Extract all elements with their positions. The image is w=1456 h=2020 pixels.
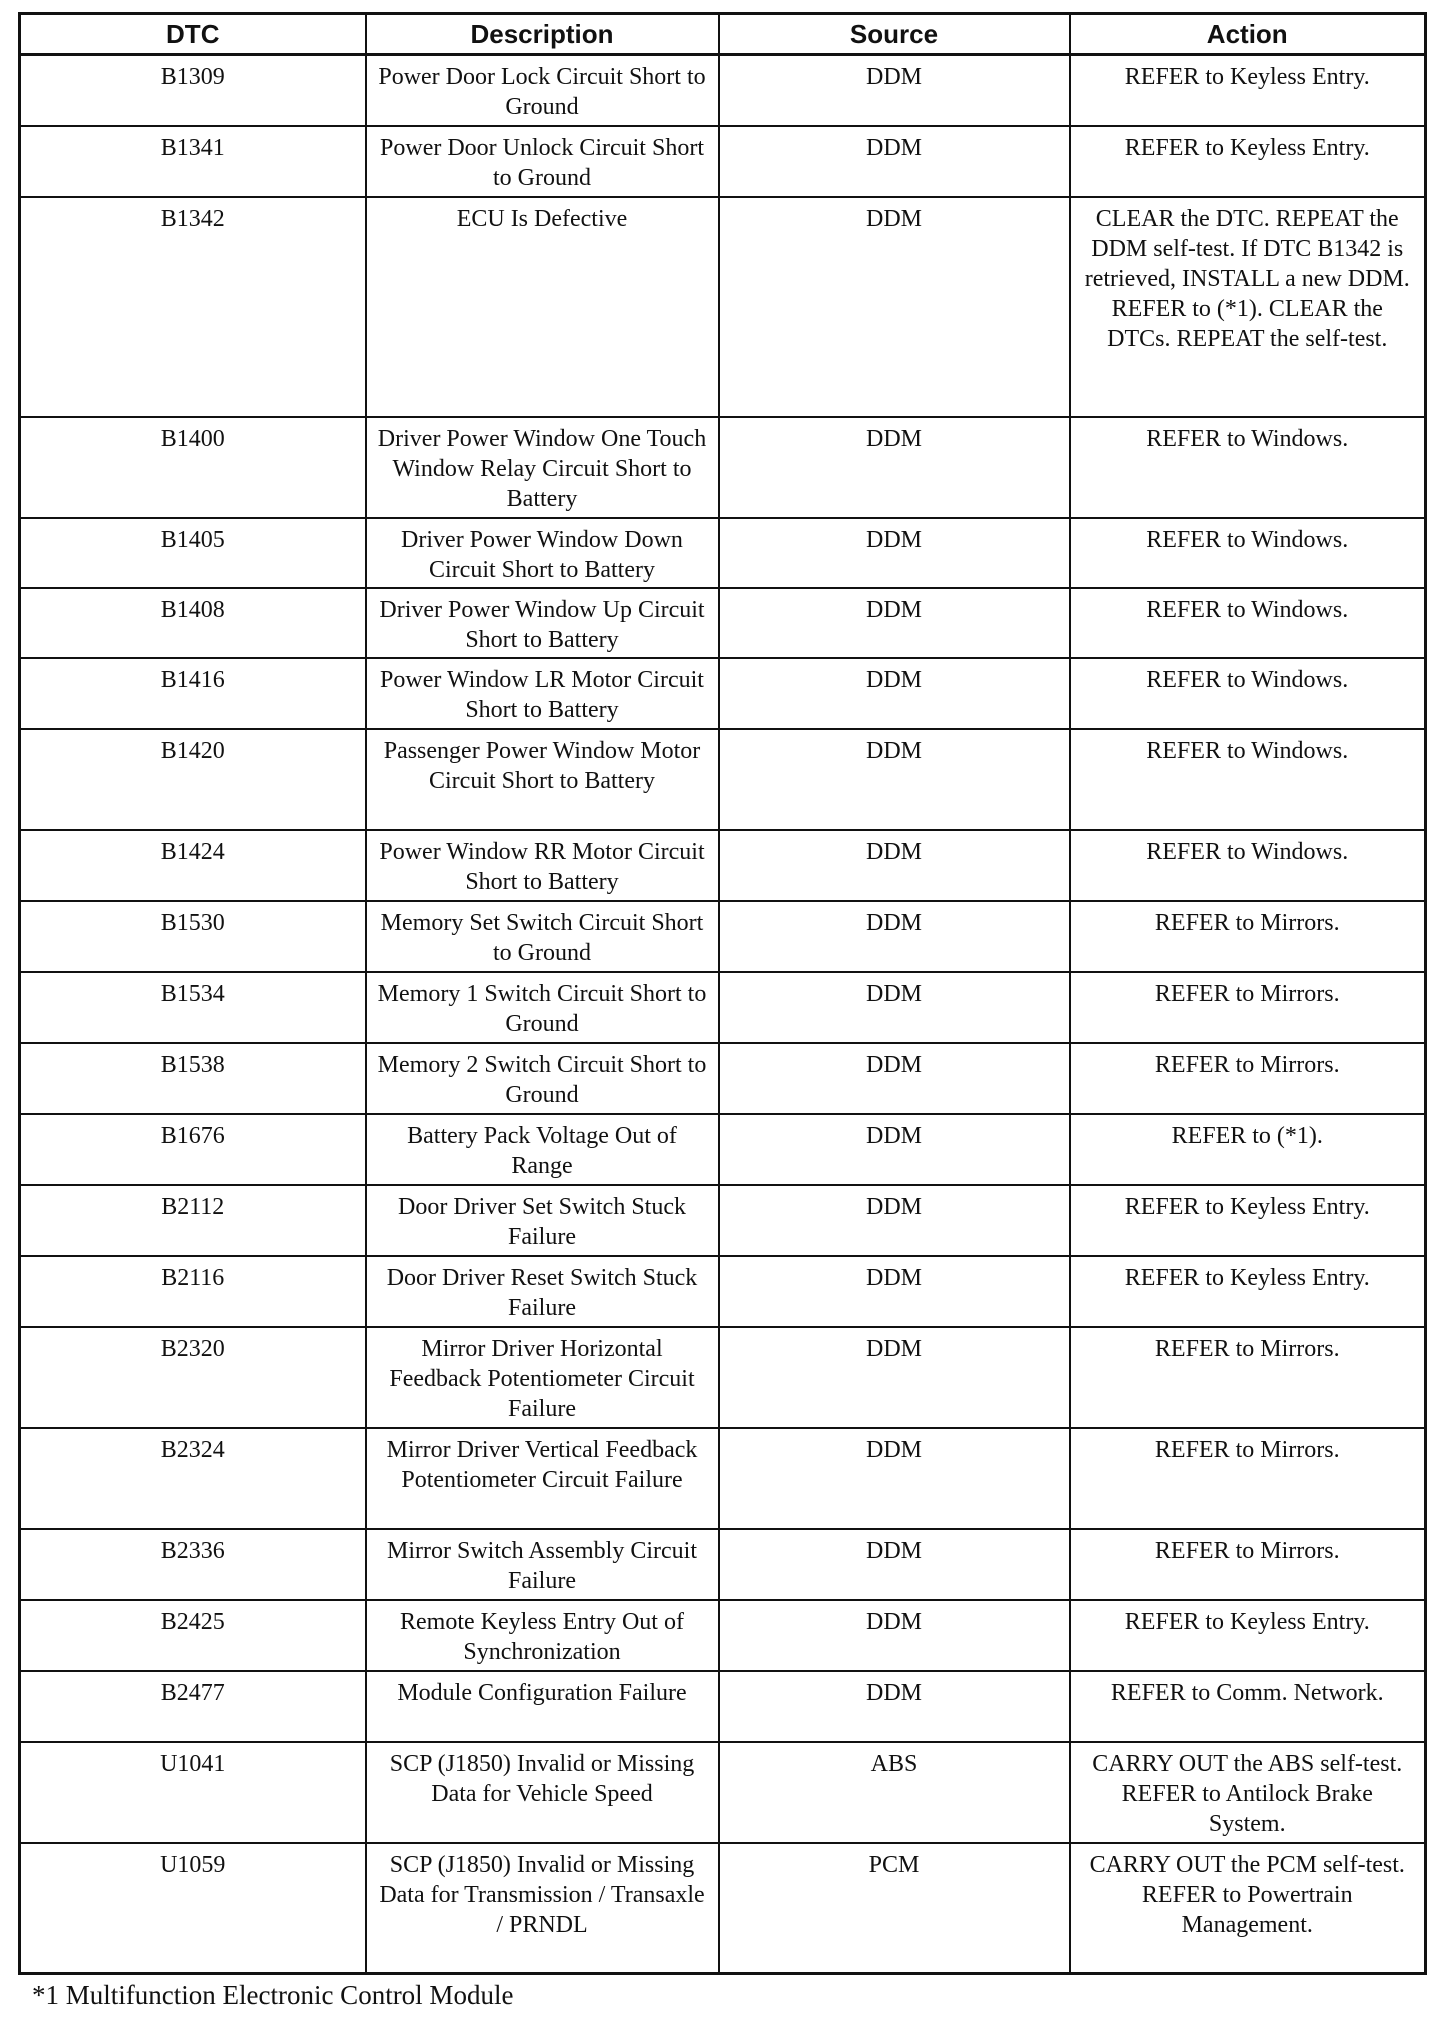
dtc-code: B1405 [20, 518, 366, 588]
dtc-action: REFER to Comm. Network. [1070, 1671, 1426, 1742]
document-page [18, 12, 1424, 2011]
header-description: Description [366, 14, 719, 55]
table-row [20, 972, 1426, 1043]
dtc-source: DDM [719, 1256, 1070, 1327]
dtc-table [18, 12, 1427, 1975]
dtc-code: B2320 [20, 1327, 366, 1428]
dtc-description: ECU Is Defective [366, 197, 719, 417]
dtc-code: B1400 [20, 417, 366, 518]
table-row [20, 588, 1426, 658]
dtc-action: REFER to Mirrors. [1070, 1529, 1426, 1600]
dtc-action: REFER to Mirrors. [1070, 901, 1426, 972]
dtc-action: REFER to Windows. [1070, 417, 1426, 518]
table-row [20, 55, 1426, 126]
table-row [20, 1529, 1426, 1600]
dtc-description: Power Window RR Motor Circuit Short to Battery [366, 830, 719, 901]
dtc-description: Driver Power Window Down Circuit Short to Battery [366, 518, 719, 588]
dtc-code: B1416 [20, 658, 366, 729]
dtc-action: REFER to Keyless Entry. [1070, 126, 1426, 197]
dtc-action: REFER to Mirrors. [1070, 1327, 1426, 1428]
dtc-description: Power Door Unlock Circuit Short to Ground [366, 126, 719, 197]
dtc-source: DDM [719, 417, 1070, 518]
dtc-description: Memory 2 Switch Circuit Short to Ground [366, 1043, 719, 1114]
dtc-description: Power Window LR Motor Circuit Short to Battery [366, 658, 719, 729]
dtc-source: DDM [719, 1114, 1070, 1185]
dtc-action: REFER to Windows. [1070, 830, 1426, 901]
dtc-action: REFER to Windows. [1070, 588, 1426, 658]
dtc-description: Mirror Driver Horizontal Feedback Potentiometer Circuit Failure [366, 1327, 719, 1428]
dtc-source: DDM [719, 588, 1070, 658]
dtc-description: Battery Pack Voltage Out of Range [366, 1114, 719, 1185]
dtc-action: REFER to Windows. [1070, 518, 1426, 588]
table-row [20, 126, 1426, 197]
table-row [20, 1843, 1426, 1974]
dtc-code: B2477 [20, 1671, 366, 1742]
dtc-code: B1341 [20, 126, 366, 197]
dtc-description: Door Driver Reset Switch Stuck Failure [366, 1256, 719, 1327]
dtc-source: DDM [719, 126, 1070, 197]
dtc-source: DDM [719, 1671, 1070, 1742]
dtc-action: REFER to Keyless Entry. [1070, 55, 1426, 126]
table-row [20, 1671, 1426, 1742]
dtc-source: DDM [719, 1529, 1070, 1600]
table-row [20, 1428, 1426, 1529]
dtc-action: REFER to Keyless Entry. [1070, 1185, 1426, 1256]
dtc-code: U1041 [20, 1742, 366, 1843]
dtc-code: U1059 [20, 1843, 366, 1974]
dtc-source: DDM [719, 1428, 1070, 1529]
dtc-code: B1530 [20, 901, 366, 972]
dtc-source: DDM [719, 197, 1070, 417]
dtc-code: B1309 [20, 55, 366, 126]
dtc-source: DDM [719, 1600, 1070, 1671]
dtc-description: Memory Set Switch Circuit Short to Ground [366, 901, 719, 972]
dtc-action: REFER to Keyless Entry. [1070, 1256, 1426, 1327]
table-row [20, 1185, 1426, 1256]
dtc-description: Driver Power Window Up Circuit Short to Battery [366, 588, 719, 658]
dtc-source: DDM [719, 729, 1070, 830]
table-row [20, 1600, 1426, 1671]
dtc-source: DDM [719, 901, 1070, 972]
dtc-source: DDM [719, 518, 1070, 588]
table-row [20, 1114, 1426, 1185]
dtc-code: B2112 [20, 1185, 366, 1256]
dtc-code: B1534 [20, 972, 366, 1043]
table-row [20, 1327, 1426, 1428]
dtc-code: B2324 [20, 1428, 366, 1529]
table-row [20, 830, 1426, 901]
table-header-row [20, 14, 1426, 55]
dtc-description: SCP (J1850) Invalid or Missing Data for Transmission / Transaxle / PRNDL [366, 1843, 719, 1974]
dtc-action: REFER to Mirrors. [1070, 1043, 1426, 1114]
dtc-description: SCP (J1850) Invalid or Missing Data for Vehicle Speed [366, 1742, 719, 1843]
dtc-code: B2116 [20, 1256, 366, 1327]
table-row [20, 518, 1426, 588]
table-row [20, 1742, 1426, 1843]
dtc-source: DDM [719, 972, 1070, 1043]
dtc-action: CLEAR the DTC. REPEAT the DDM self-test. If DTC B1342 is retrieved, INSTALL a new DDM. REFER to (*1). CLEAR the DTCs. REPEAT the self-test. [1070, 197, 1426, 417]
dtc-action: REFER to Keyless Entry. [1070, 1600, 1426, 1671]
dtc-code: B1408 [20, 588, 366, 658]
dtc-action: REFER to Windows. [1070, 658, 1426, 729]
dtc-description: Module Configuration Failure [366, 1671, 719, 1742]
table-row [20, 658, 1426, 729]
dtc-code: B1420 [20, 729, 366, 830]
dtc-description: Driver Power Window One Touch Window Relay Circuit Short to Battery [366, 417, 719, 518]
dtc-code: B1342 [20, 197, 366, 417]
dtc-code: B1538 [20, 1043, 366, 1114]
table-row [20, 729, 1426, 830]
dtc-description: Mirror Driver Vertical Feedback Potentiometer Circuit Failure [366, 1428, 719, 1529]
table-row [20, 1043, 1426, 1114]
dtc-source: ABS [719, 1742, 1070, 1843]
dtc-source: DDM [719, 658, 1070, 729]
dtc-description: Memory 1 Switch Circuit Short to Ground [366, 972, 719, 1043]
table-row [20, 1256, 1426, 1327]
dtc-action: CARRY OUT the ABS self-test. REFER to Antilock Brake System. [1070, 1742, 1426, 1843]
dtc-source: DDM [719, 1185, 1070, 1256]
dtc-code: B2336 [20, 1529, 366, 1600]
dtc-source: DDM [719, 55, 1070, 126]
dtc-description: Passenger Power Window Motor Circuit Short to Battery [366, 729, 719, 830]
header-dtc: DTC [20, 14, 366, 55]
table-row [20, 901, 1426, 972]
dtc-code: B2425 [20, 1600, 366, 1671]
dtc-description: Power Door Lock Circuit Short to Ground [366, 55, 719, 126]
dtc-action: REFER to Mirrors. [1070, 972, 1426, 1043]
dtc-source: DDM [719, 1327, 1070, 1428]
dtc-source: DDM [719, 1043, 1070, 1114]
dtc-source: PCM [719, 1843, 1070, 1974]
dtc-code: B1676 [20, 1114, 366, 1185]
dtc-action: REFER to Windows. [1070, 729, 1426, 830]
dtc-action: REFER to Mirrors. [1070, 1428, 1426, 1529]
dtc-source: DDM [719, 830, 1070, 901]
table-row [20, 417, 1426, 518]
header-source: Source [719, 14, 1070, 55]
dtc-action: REFER to (*1). [1070, 1114, 1426, 1185]
dtc-action: CARRY OUT the PCM self-test. REFER to Powertrain Management. [1070, 1843, 1426, 1974]
dtc-description: Door Driver Set Switch Stuck Failure [366, 1185, 719, 1256]
dtc-description: Remote Keyless Entry Out of Synchronization [366, 1600, 719, 1671]
footnote: *1 Multifunction Electronic Control Module [32, 1980, 514, 2010]
dtc-code: B1424 [20, 830, 366, 901]
header-action: Action [1070, 14, 1426, 55]
dtc-description: Mirror Switch Assembly Circuit Failure [366, 1529, 719, 1600]
table-row [20, 197, 1426, 417]
